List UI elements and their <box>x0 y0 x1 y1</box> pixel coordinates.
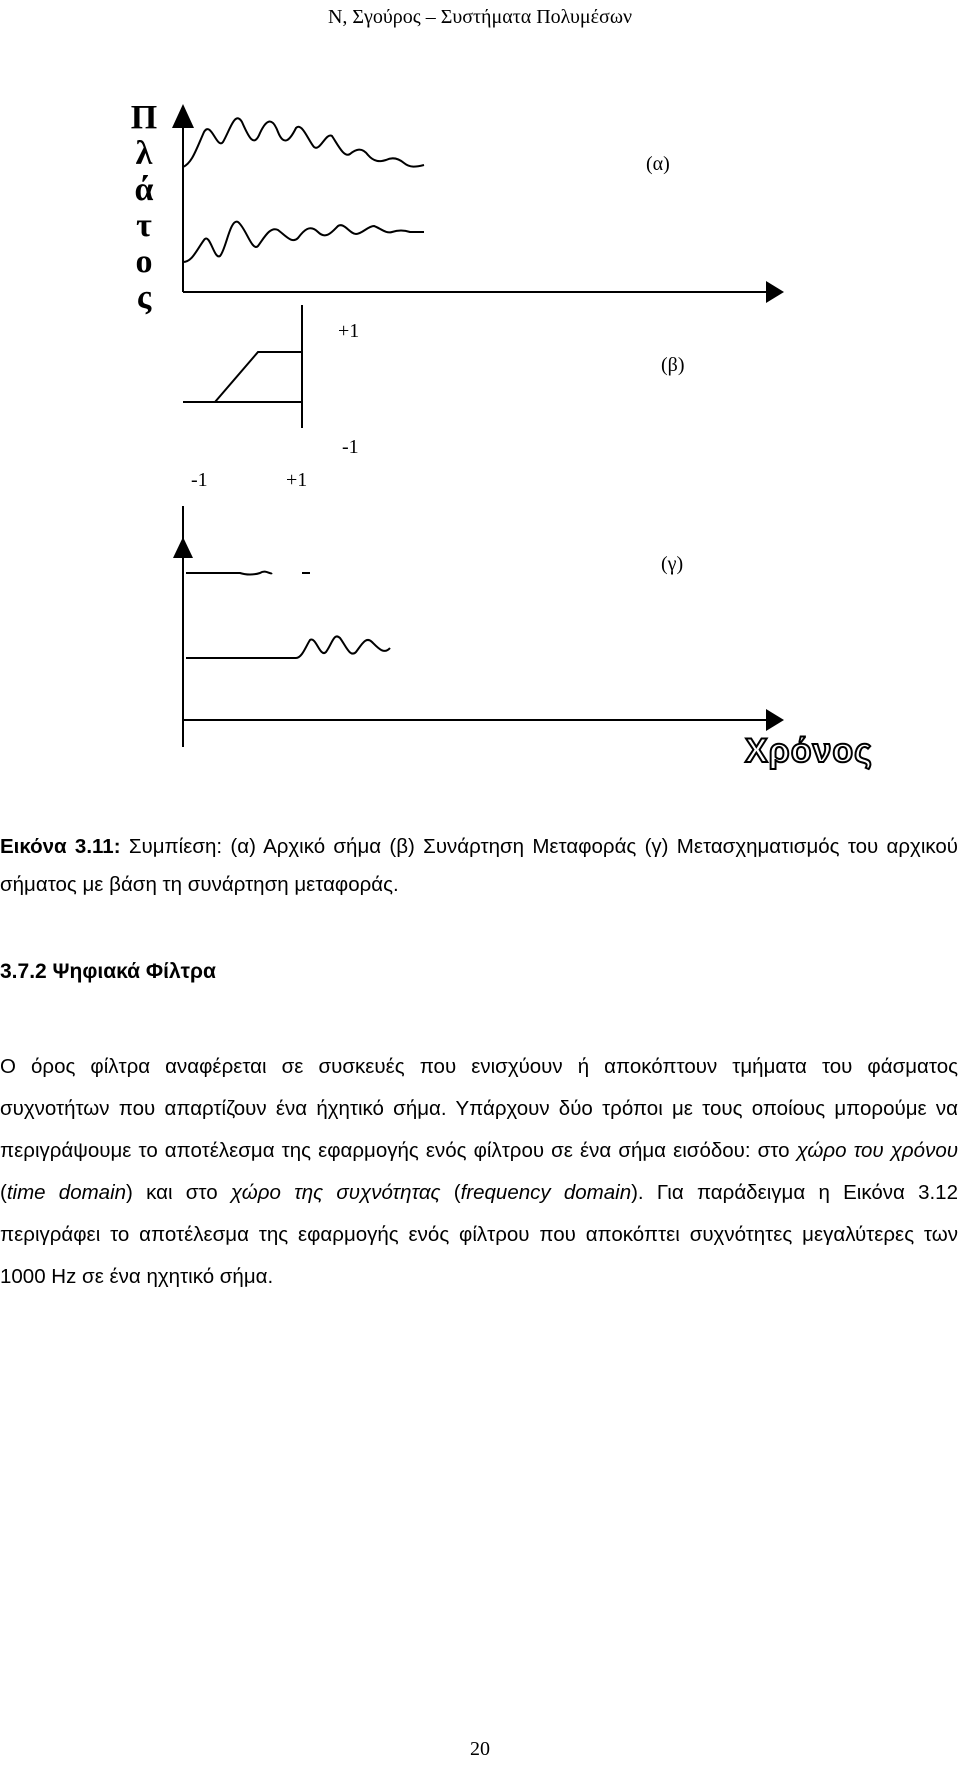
compression-figure <box>0 0 960 800</box>
transformed-signal-bottom <box>186 636 390 658</box>
section-heading: 3.7.2 Ψηφιακά Φίλτρα <box>0 960 216 983</box>
caption-text: Συμπίεση: (α) Αρχικό σήμα (β) Συνάρτηση Μεταφοράς (γ) Μετασχηματισμός του αρχικού σήματος με βάση τη συνάρτηση μεταφοράς. <box>0 835 958 896</box>
panel-label-a: (α) <box>646 153 670 175</box>
transfer-curve <box>215 352 302 402</box>
paragraph-italic: time domain <box>6 1181 127 1204</box>
panel-label-b: (β) <box>661 354 685 376</box>
paragraph-italic: χώρο της συχνότητας <box>230 1181 441 1204</box>
x-axis-label: Χρόνος <box>745 732 873 770</box>
paragraph-text: ). Για παράδειγμα η Εικόνα 3.12 περιγράφει το αποτέλεσμα της εφαρμογής ενός φίλτρου που αποκόπτει συχνότητες μεγαλύτερες των 1000 Hz σε ένα ηχητικό σήμα. <box>0 1181 958 1288</box>
tick-bottom: -1 <box>342 436 359 458</box>
tick-top: +1 <box>338 320 360 342</box>
y-axis-a-arrow <box>172 104 194 128</box>
transformed-signal-top <box>186 572 310 575</box>
running-header: Ν, Σγούρος – Συστήματα Πολυμέσων <box>327 6 633 28</box>
x-axis-a-arrow <box>766 281 784 303</box>
y-label-letter: ά <box>134 171 154 208</box>
paragraph-text: ( <box>440 1181 461 1204</box>
x-axis-c-arrow <box>766 709 784 731</box>
original-signal-top <box>183 118 424 167</box>
paragraph-text: ) και στο <box>126 1181 231 1204</box>
figure-caption <box>0 828 958 904</box>
caption-label: Εικόνα 3.11: <box>0 835 121 858</box>
tick-left: -1 <box>191 469 208 491</box>
y-label-letter: Π <box>130 99 158 136</box>
original-signal-bottom <box>183 222 424 262</box>
paragraph-italic: frequency domain <box>460 1181 632 1204</box>
tick-right: +1 <box>286 469 308 491</box>
y-axis-c-arrow <box>173 537 193 558</box>
paragraph-italic: χώρο του χρόνου <box>796 1139 958 1162</box>
y-label-letter: τ <box>136 207 152 244</box>
page-number: 20 <box>470 1738 490 1760</box>
panel-label-c: (γ) <box>661 553 684 575</box>
y-label-letter: λ <box>135 135 153 172</box>
paragraph-text: Ο όρος φίλτρα αναφέρεται σε συσκευές που ενισχύουν ή αποκόπτουν τμήματα του φάσματος συχνοτήτων που απαρτίζουν ένα ήχητικό σήμα. Υπάρχουν δύο τρόποι με τους οποίους μπορούμε να περιγράψουμε το αποτέλεσμα της εφαρμογής ενός φίλτρου σε ένα σήμα εισόδου: στο <box>0 1055 958 1162</box>
y-label-letter: ς <box>136 279 152 316</box>
paragraph-text: ( <box>0 1181 7 1204</box>
body-paragraph <box>0 1046 958 1298</box>
y-label-letter: ο <box>135 243 153 280</box>
